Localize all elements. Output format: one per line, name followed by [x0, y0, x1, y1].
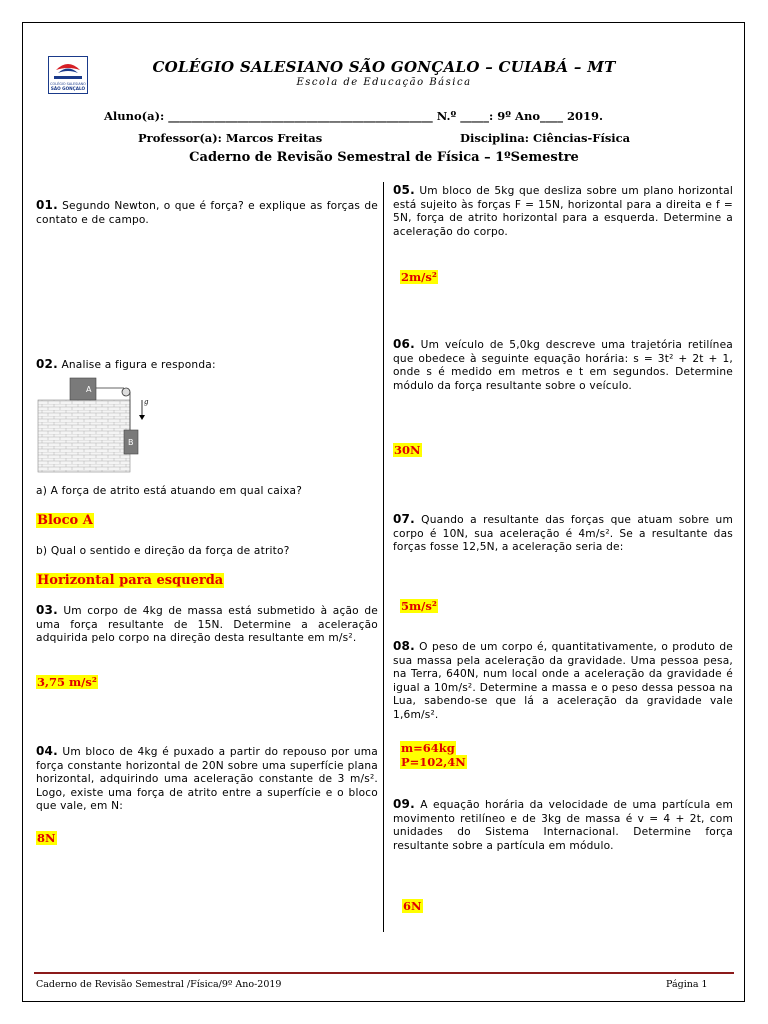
- question-number: 09.: [393, 797, 415, 811]
- question-02: [36, 358, 378, 373]
- question-02b: b) Qual o sentido e direção da força de atrito?: [36, 545, 290, 557]
- question-number: 02.: [36, 357, 58, 371]
- question-05: [393, 184, 733, 239]
- question-number: 06.: [393, 337, 415, 351]
- question-04: [36, 745, 378, 814]
- gravity-label: g: [144, 398, 149, 406]
- question-text: Um bloco de 4kg é puxado a partir do repouso por uma força constante horizontal de 20N sobre uma superfície plana horizontal, adquirindo uma aceleração constante de 3 m/s². Logo, existe uma força de atrito entre a superfície e o bloco que vale, em N:: [36, 746, 378, 812]
- question-text: A equação horária da velocidade de uma partícula em movimento retilíneo e de 3kg de massa é v = 4 + 2t, com unidades do Sistema Internacional. Determine força resultante sobre a partícula em módulo.: [393, 799, 733, 852]
- answer-07: 5m/s²: [401, 599, 437, 613]
- answer-08-mass: m=64kg: [401, 741, 455, 755]
- question-07: [393, 513, 733, 555]
- pulley: [122, 388, 130, 396]
- question-text: Um veículo de 5,0kg descreve uma trajetória retilínea que obedece à seguinte equação horária: s = 3t² + 2t + 1, onde s é medido em metros e t em segundos. Determine módulo da força resultante sobre o veículo.: [393, 339, 733, 392]
- teacher-line: Professor(a): Marcos Freitas: [138, 131, 323, 145]
- question-08: [393, 640, 733, 722]
- question-01: [36, 199, 378, 227]
- discipline-line: Disciplina: Ciências-Física: [460, 131, 631, 145]
- student-line: Aluno(a): ______________________________________________ N.º _____: 9º Ano____ 2019.: [104, 109, 604, 123]
- block-a: [70, 378, 96, 400]
- document-title: Caderno de Revisão Semestral de Física – 1ºSemestre: [189, 150, 579, 165]
- footer-left: Caderno de Revisão Semestral /Física/9º Ano-2019: [36, 979, 282, 990]
- question-text: O peso de um corpo é, quantitativamente, o produto de sua massa pela aceleração da gravidade. Uma pessoa pesa, na Terra, 640N, num local onde a aceleração da gravidade é igual a 10m/s². Determine a massa e o peso dessa pessoa na Lua, sabendo-se que lá a aceleração da gravidade vale 1,6m/s².: [393, 641, 733, 721]
- question-text: Analise a figura e responda:: [61, 359, 216, 371]
- column-divider: [383, 182, 384, 932]
- question-03: [36, 604, 378, 646]
- question-number: 04.: [36, 744, 58, 758]
- question-text: Quando a resultante das forças que atuam sobre um corpo é 10N, sua aceleração é 4m/s². Se a resultante das forças fosse 12,5N, a aceleração seria de:: [393, 514, 733, 553]
- page-number: Página 1: [666, 979, 708, 990]
- question-number: 08.: [393, 639, 415, 653]
- block-b-label: B: [128, 438, 134, 447]
- logo-line1: COLÉGIO SALESIANO: [50, 82, 86, 86]
- answer-04: 8N: [37, 831, 56, 845]
- question-text: Um bloco de 5kg que desliza sobre um plano horizontal está sujeito às forças F = 15N, horizontal para a direita e f = 5N, força de atrito horizontal para a esquerda. Determine a aceleração do corpo.: [393, 185, 733, 238]
- question-number: 03.: [36, 603, 58, 617]
- question-text: Um corpo de 4kg de massa está submetido à ação de uma força resultante de 15N. Determine a aceleração adquirida pelo corpo na direção desta resultante em m/s².: [36, 605, 378, 644]
- pulley-figure: [36, 374, 182, 474]
- block-a-label: A: [86, 385, 92, 394]
- answer-02a: Bloco A: [37, 513, 93, 528]
- answer-03: 3,75 m/s²: [37, 675, 97, 689]
- question-02a: a) A força de atrito está atuando em qual caixa?: [36, 485, 303, 497]
- school-title: COLÉGIO SALESIANO SÃO GONÇALO – CUIABÁ – MT: [152, 58, 616, 76]
- answer-05: 2m/s²: [401, 270, 437, 284]
- answer-06: 30N: [394, 443, 421, 457]
- footer-rule: [34, 972, 734, 974]
- question-number: 01.: [36, 198, 58, 212]
- question-09: [393, 798, 733, 853]
- answer-02b: Horizontal para esquerda: [37, 573, 224, 588]
- logo-line2: SÃO GONÇALO: [50, 86, 86, 91]
- answer-08-weight: P=102,4N: [401, 755, 466, 769]
- school-subtitle: Escola de Educação Básica: [296, 77, 472, 88]
- answer-09: 6N: [403, 899, 422, 913]
- question-text: Segundo Newton, o que é força? e explique as forças de contato e de campo.: [36, 200, 378, 226]
- question-number: 07.: [393, 512, 415, 526]
- question-number: 05.: [393, 183, 415, 197]
- question-06: [393, 338, 733, 393]
